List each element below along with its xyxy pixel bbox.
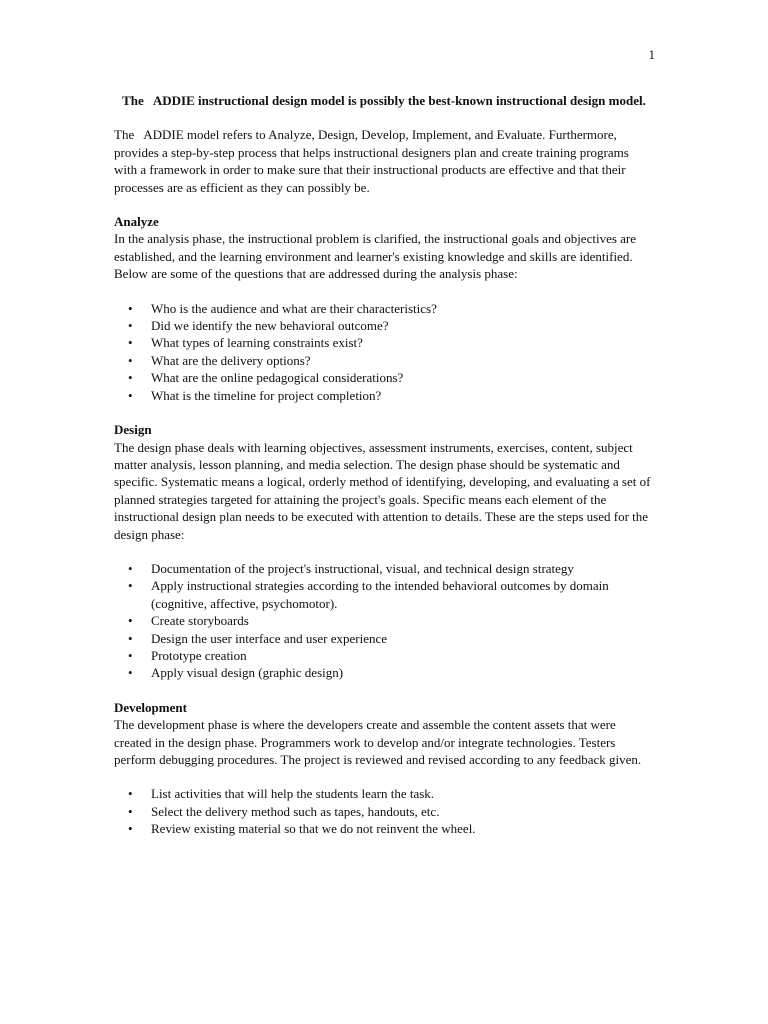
section-paragraph: The development phase is where the developers create and assemble the content assets that were created in the design phase. Programmers work to develop and/or integrate technologies. Testers perform debugging procedures. The project is reviewed and revised according to any feedback given. <box>114 717 642 767</box>
bullet-icon: • <box>128 786 133 802</box>
bullet-icon: • <box>128 387 133 403</box>
list-item <box>114 820 654 837</box>
bullet-list <box>114 785 654 837</box>
list-item-text: Who is the audience and what are their characteristics? <box>151 300 437 316</box>
list-item <box>114 612 654 629</box>
list-item-text: Documentation of the project's instructional, visual, and technical design strategy <box>151 560 574 576</box>
bullet-icon: • <box>128 803 133 819</box>
section-paragraph: The design phase deals with learning objectives, assessment instruments, exercises, content, subject matter analysis, lesson planning, and media selection. The design phase should be systematic and specific. Systematic means a logical, orderly method of identifying, developing, and evaluating a set of planned strategies targeted for attaining the project's goals. Specific means each element of the instructional design plan needs to be executed with attention to details. These are the steps used for the design phase: <box>114 439 651 542</box>
page-number: 1 <box>648 47 655 62</box>
bullet-icon: • <box>128 352 133 368</box>
list-item <box>114 664 654 681</box>
list-item-text: What are the online pedagogical considerations? <box>151 370 404 386</box>
list-item-text: Review existing material so that we do not reinvent the wheel. <box>151 821 476 837</box>
bullet-icon: • <box>128 665 133 681</box>
list-item-text: What is the timeline for project completion? <box>151 387 382 403</box>
list-item <box>114 334 654 351</box>
section-heading: Design <box>114 422 152 438</box>
bullet-icon: • <box>128 821 133 837</box>
list-item <box>114 577 654 612</box>
list-item <box>114 647 654 664</box>
list-item <box>114 352 654 369</box>
list-item <box>114 630 654 647</box>
section-analyze <box>114 213 654 404</box>
bullet-icon: • <box>128 630 133 646</box>
intro-paragraph: The ADDIE model refers to Analyze, Design, Develop, Implement, and Evaluate. Furthermore, provides a step-by-step process that helps instructional designers plan and create training programs with a framework in order to make sure that their instructional products are effective and that their processes are as efficient as they can possibly be. <box>114 127 633 195</box>
bullet-icon: • <box>128 578 133 594</box>
section-development <box>114 699 654 838</box>
list-item-text: Create storyboards <box>151 613 249 629</box>
list-item-text: What are the delivery options? <box>151 352 311 368</box>
list-item-text: Select the delivery method such as tapes, handouts, etc. <box>151 803 440 819</box>
bullet-icon: • <box>128 370 133 386</box>
section-design <box>114 421 654 682</box>
bullet-icon: • <box>128 318 133 334</box>
bullet-list <box>114 300 654 404</box>
list-item-text: Apply visual design (graphic design) <box>151 665 344 681</box>
list-item <box>114 387 654 404</box>
list-item <box>114 803 654 820</box>
section-heading: Analyze <box>114 214 159 230</box>
bullet-list <box>114 560 654 682</box>
list-item-text: Design the user interface and user experience <box>151 630 388 646</box>
list-item-text: Apply instructional strategies according to the intended behavioral outcomes by domain (cognitive, affective, psychomotor). <box>151 578 609 611</box>
list-item-text: List activities that will help the students learn the task. <box>151 786 435 802</box>
bullet-icon: • <box>128 613 133 629</box>
bullet-icon: • <box>128 300 133 316</box>
list-item-text: What types of learning constraints exist? <box>151 335 363 351</box>
section-heading: Development <box>114 699 187 715</box>
bullet-icon: • <box>128 335 133 351</box>
bullet-icon: • <box>128 560 133 576</box>
list-item <box>114 785 654 802</box>
document-body <box>114 92 654 855</box>
list-item <box>114 317 654 334</box>
document-title: The ADDIE instructional design model is possibly the best-known instructional design model. <box>122 93 646 108</box>
bullet-icon: • <box>128 647 133 663</box>
list-item-text: Prototype creation <box>151 647 247 663</box>
list-item-text: Did we identify the new behavioral outcome? <box>151 318 389 334</box>
section-paragraph: In the analysis phase, the instructional problem is clarified, the instructional goals and objectives are established, and the learning environment and learner's existing knowledge and skills are identified. Below are some of the questions that are addressed during the analysis phase: <box>114 231 637 282</box>
list-item <box>114 560 654 577</box>
list-item <box>114 300 654 317</box>
list-item <box>114 369 654 386</box>
